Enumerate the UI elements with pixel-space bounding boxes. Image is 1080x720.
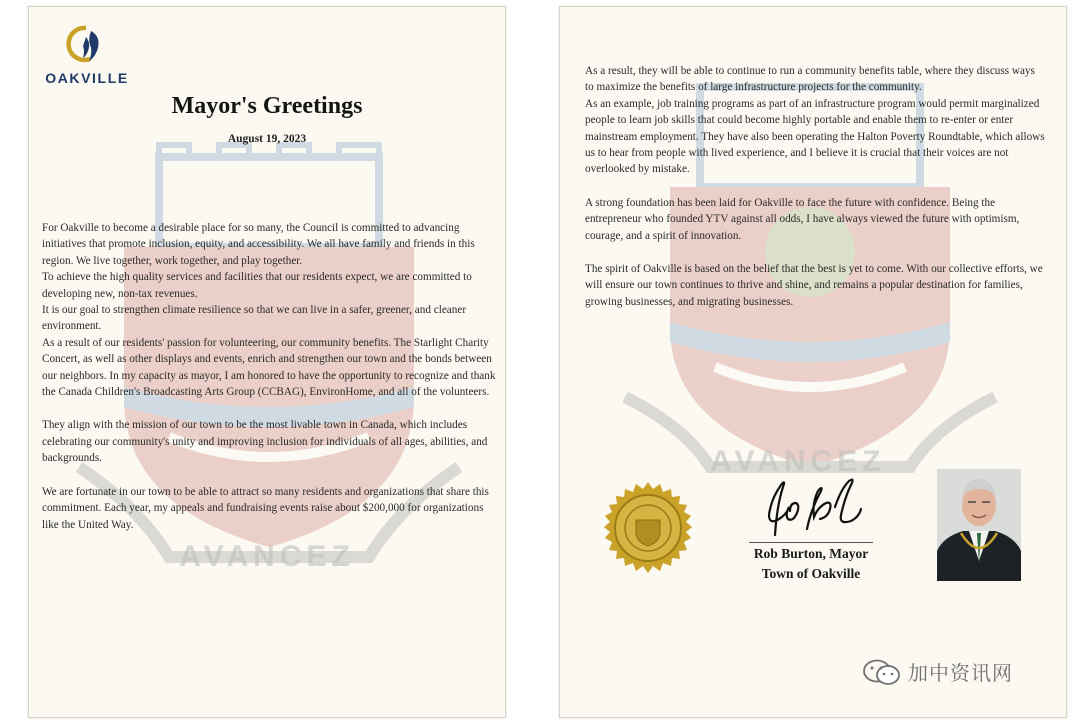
- letter-body-left: [42, 220, 498, 533]
- mayor-signature: [755, 477, 865, 539]
- source-watermark: [862, 657, 1013, 686]
- letter-body-right: [585, 63, 1045, 310]
- watermark-text: 加中资讯网: [908, 661, 1013, 685]
- letter-page-1: [28, 6, 506, 718]
- wechat-icon: [862, 658, 902, 686]
- signatory-name: Rob Burton, Mayor: [753, 546, 869, 561]
- letter-page-2: [559, 6, 1067, 718]
- paragraph: As an example, job training programs as part of an infrastructure program would permit marginalized people to learn job skills that could become highly portable and enable them to re-enter or enter mainstream employment. They have also been operating the Halton Poverty Roundtable, which allows us to hear from people with lived experience, and I believe it is crucial that their voices are not overlooked by mistake.: [585, 97, 1045, 176]
- paragraph: As a result, they will be able to continue to run a community benefits table, where they discuss ways to maximize the benefits of large infrastructure projects for the community.: [585, 65, 1035, 94]
- signatory-block: [730, 544, 892, 583]
- page-title: Mayor's Greetings: [171, 93, 363, 119]
- crest-motto: AVANCEZ: [710, 445, 886, 478]
- oakville-leaf-icon: [64, 25, 110, 63]
- paragraph: It is our goal to strengthen climate resilience so that we can live in a safer, greener, and cleaner environment.: [42, 304, 467, 333]
- paragraph: To achieve the high quality services and facilities that our residents expect, we are committed to developing new, non-tax revenues.: [42, 271, 472, 300]
- signatory-org: Town of Oakville: [761, 565, 861, 581]
- paragraph: They align with the mission of our town to be the most livable town in Canada, which includes celebrating our community's unity and improving inclusion for individuals of all ages, abilities, and backgrounds.: [42, 419, 488, 465]
- signature-line: [749, 542, 873, 543]
- paragraph: A strong foundation has been laid for Oakville to face the future with confidence. Being the entrepreneur who founded YTV against all odds, I have always viewed the future with optimism, courage, and a spirit of innovation.: [585, 196, 1020, 242]
- letter-date: August 19, 2023: [227, 133, 307, 145]
- crest-motto: AVANCEZ: [179, 540, 355, 573]
- logo-wordmark: OAKVILLE: [45, 70, 129, 86]
- paragraph: The spirit of Oakville is based on the belief that the best is yet to come. With our collective efforts, we will ensure our town continues to thrive and shine, and remains a popular destination for families, growing businesses, and migrating businesses.: [585, 263, 1043, 308]
- mayor-portrait: [937, 469, 1021, 581]
- oakville-logo: [41, 25, 133, 86]
- gold-seal-icon: [600, 480, 696, 580]
- paragraph: For Oakville to become a desirable place for so many, the Council is committed to advancing initiatives that promote inclusion, equity, and accessibility. We all have family and friends in this region. We live together, work together, and play together.: [42, 222, 475, 267]
- paragraph: We are fortunate in our town to be able to attract so many residents and organizations that share this commitment. Each year, my appeals and fundraising events raise about $200,000 for organizations like the United Way.: [42, 485, 489, 531]
- paragraph: As a result of our residents' passion for volunteering, our community benefits. The Starlight Charity Concert, as well as other displays and events, enrich and strengthen our town and the bonds between our neighbors. In my capacity as mayor, I am honored to have the opportunity to recognize and thank the Canada Children's Broadcasting Arts Group (CCBAG), EnvironHome, and all of the volunteers.: [42, 336, 496, 399]
